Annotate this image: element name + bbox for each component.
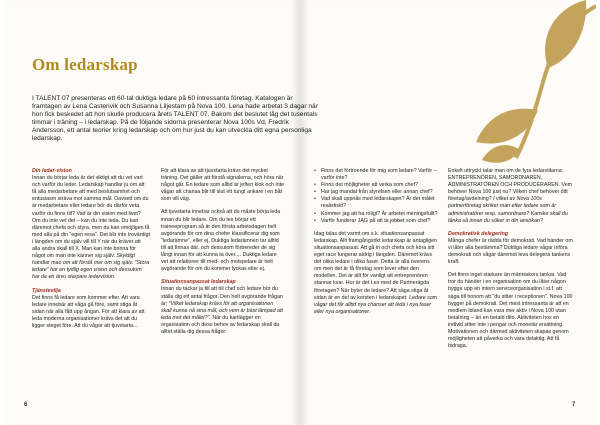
paragraph [448, 168, 573, 225]
list-item: • Varför funderar JAG på att ta jobbet som chef? [314, 218, 438, 225]
page-number-right: 7 [572, 402, 576, 408]
question-list [314, 168, 438, 225]
paragraph [314, 231, 438, 316]
paragraph [32, 175, 150, 281]
italic-text: I vilket av Nova 100s partnerföretag skriker man efter ledare som är administratörer resp. samordnare? Kanske skall du tänka så innan du söker in din ansökan? [448, 196, 568, 224]
paragraph [161, 286, 285, 336]
column-2 [161, 168, 285, 342]
italic-text: "Vilket ledarskap krävs för att organisationen skall kunna nå sina mål, och vem är bäst lämpad att leda mot det målet?". [161, 300, 283, 321]
italic-text: Skyldigt handlar mao om att förstå mer om sig själv. "Stora ledare" har en tydlig egen vision och dessutom har de en ärvu starpare ledarvision. [32, 253, 150, 281]
paragraph: Att tjuvstarta innebär också att du måste börja leda innan du blir ledare. Om du tex börjar ett traineeprogram så är den första arbetsdagen helt avgörande för om dina chefer klassificerar dig som "ledarämne", eller ej. Duktiga ledarämnen tar alltid till att finnas där, och dessutom förbereder de sig långt innan för att kunna ta över.... Duktiga ledare vet att relationer till med- och motspelare är helt avgörande för om du kommer lyckas eller ej. [161, 209, 281, 273]
subhead-situationsanpassat: Situationsanpassat ledarskap [161, 279, 236, 286]
column-1 [32, 168, 150, 336]
list-item: • Har jag mandat från styrelsen eller annan chef? [314, 189, 438, 196]
column-3 [314, 168, 438, 322]
body-text: Innan du börjar leda är det viktigt att du vet vart och varför du leder. Ledarskap handlar ju om att få alla medarbetare att med beslutsamhet och entusiasm sträva mot samma mål. Oavsett om du är medarbetare eller ledare bör du därför veta varför du finns till? Vad är din vision med livet? Om du inte vet det – kan du inte leda. Du kan däremot chefa och styra, men du kan omöjligen få med alla på din "egen resa". Det blir inte trovärdigt i längden om du själv vill till Y när du kräver att alla andra skall till X. Man kan inte brinna för något om man inte känner sig själv. [32, 175, 151, 260]
paragraph: Det finns inget starkare än människors tankar. Vad tror du händer i en organisation om du låter någon bygga upp en intern serviceorganisation i st.f. att säga till honom att "du sitter i receptionen". Nova 100 bygger på demokrati. Det mest intressanta är att en medlem ibland kan vara mer aktiv i Nova 100 utan betalning – än en betald dito. Aktiviteten hos en individ sitter inte i pengar och monetär ersättning. Motivationen och därmed aktiviteten skapas genom möjligheten att påverka och vara delaktig. Att få bidraga. [448, 272, 573, 350]
subhead-demokratisk-delegering: Demokratisk delegering [448, 230, 509, 237]
list-item: • Finns det förtroende för mig som ledare? Varför – varför inte? [314, 168, 438, 182]
italic-text: Ledare som vågar det får alltid nya chanser att leda i nya faser eller nya organisationer. [314, 294, 438, 315]
body-text: Innan du tackar ja till att bli chef och ledare bör du ställa dig ett antal frågor. Den helt avgörande frågan är; [161, 286, 283, 307]
paragraph: Det finns få ledare som kommer efter. Att vara ledare innebär att våga gå före, samt stiga åt sidan när alla fått upp ångan. För att klara av att leda moderna organisationer krävs det att du ligger steget före. Att du vågar att tjuvstarta... [32, 294, 145, 329]
body-text: Idag talas det varmt om s.k. situationsanpassat ledarskap. Allt framgångsrikt ledarskap är antagligen situationsanpassat. Att gå in och chefa och köra sitt eget race fungerar aldrig i längden. Däremot krävs det olika ledare i olika faser. Detta är alla överens om men det är få företag som lever efter den modellen. Det är allt för vanligt att entreprenören stannar kvar. Hur är det t.ex med de Partnerägda företagen? När byter de ledare? Att säga stiga åt sidan är en del av korsten i ledarskapet. [314, 230, 438, 301]
leaf-branch-icon [446, 0, 596, 180]
article-heading: Om ledarskap [32, 55, 138, 74]
paragraph: För att klara av att tjuvstarta krävs det mycket träning. Det gäller att förstå signalerna, och höra när något går. En ledare som alltid är jefteri klok och inte vågar att chansa blir till slut ett tungt ankare i en båt som vill väg. [161, 168, 285, 203]
list-item: • Finns det möjligheter att verka som chef? [314, 182, 438, 189]
list-item: • Vad skall uppnås med ledarskapet? Är det målet realistiskt? [314, 196, 438, 210]
list-item: • Kommer jag att ha roligt? Är arbetet meningsfullt? [314, 211, 438, 218]
paragraph: Många chefer är rädda för demokrati. Vad händer om vi låter alla bestämma? Duktiga ledare vågar införa demokrati och vågar däremot leva delegera tankens kraft. [448, 237, 573, 266]
column-4 [448, 168, 573, 356]
intro-paragraph: I TALENT 07 presenteras ett 60-tal duktiga ledare på 60 intressanta företag. Katalogen är framtagen av Lena Castenvik och Susanna Liljestam på Nova 100. Lena hade arbetat 3 dagar när hon fick beskedet att hon skulle producera årets TALENT 07. Bakom det beslutet låg det tusentals timmar i träning – i ledarskap. På de följande sidorna presenterar Nova 100s Vd, Fredrik Andersson, ett antal teorier kring ledarskap och om hur just du kan utveckla ditt egna personliga ledarskap. [32, 95, 318, 143]
subhead-tjanstevilja: Tjänstevilja [32, 287, 61, 294]
page-number-left: 6 [24, 402, 28, 408]
body-text: När du kartlägger en organisation och dess behov av ledarskap skall du alltid ställa dig dessa frågor: [161, 314, 280, 335]
subhead-ledar-vision: Din ledar-vision [32, 168, 72, 174]
body-text: Enkelt uttryckt talar man om de fyra ledarstilarna: ENTREPRENÖREN, SAMORDNAREN, ADMINISTRATÖREN OCH PRODUCERAREN. Vem behöver Nova 100 just nu? Vilken chef behöver ditt företag/avdelning? [448, 168, 573, 203]
